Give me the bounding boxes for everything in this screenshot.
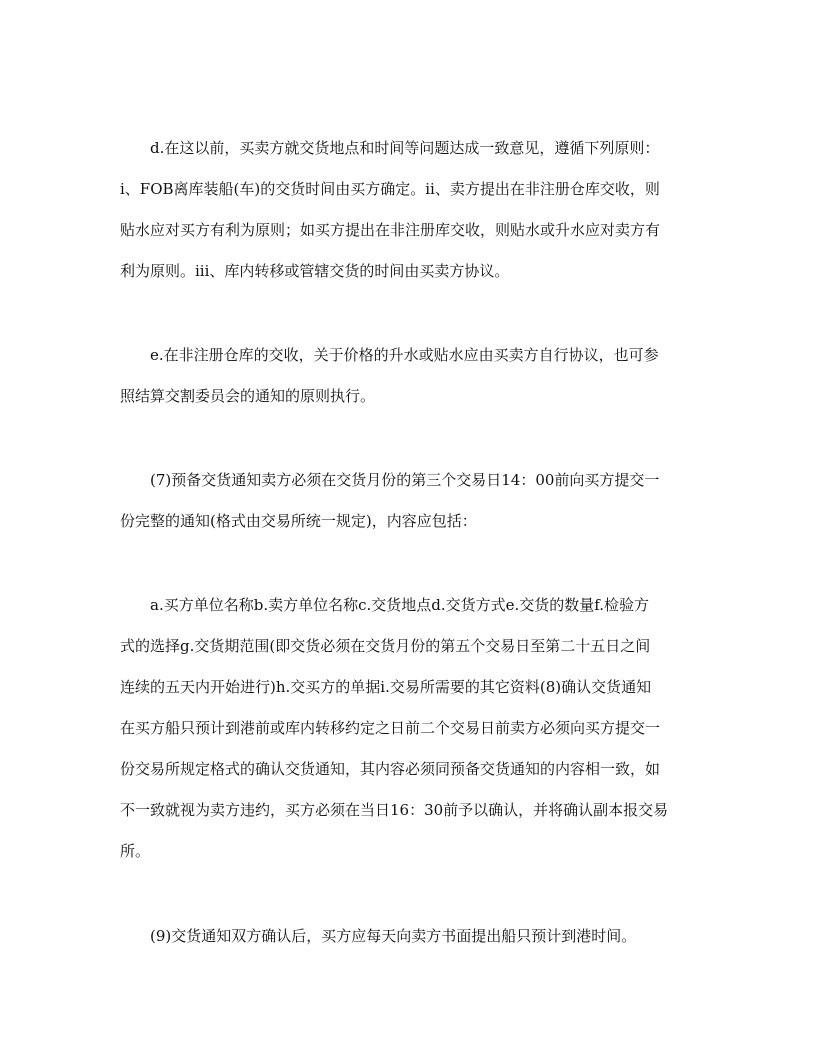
paragraph-a-line-1: a.买方单位名称b.卖方单位名称c.交货地点d.交货方式e.交货的数量f.检验方 <box>150 596 650 614</box>
paragraph-e-line-1: e.在非注册仓库的交收，关于价格的升水或贴水应由买卖方自行协议，也可参 <box>150 346 659 364</box>
paragraph-d-line-2: i、FOB离库装船(车)的交货时间由买方确定。ii、卖方提出在非注册仓库交收，则 <box>120 180 660 198</box>
paragraph-9-line-1: (9)交货通知双方确认后，买方应每天向卖方书面提出船只预计到港时间。 <box>150 927 637 945</box>
paragraph-e-line-2: 照结算交割委员会的通知的原则执行。 <box>120 387 376 405</box>
paragraph-d-line-3: 贴水应对买方有利为原则；如买方提出在非注册库交收，则贴水或升水应对卖方有 <box>120 221 661 239</box>
paragraph-7-line-2: 份完整的通知(格式由交易所统一规定)，内容应包括： <box>120 512 477 530</box>
paragraph-a-line-6: 不一致就视为卖方违约，买方必须在当日16：30前予以确认，并将确认副本报交易 <box>120 801 669 819</box>
paragraph-a-line-2: 式的选择g.交货期范围(即交货必须在交货月份的第五个交易日至第二十五日之间 <box>120 637 651 655</box>
paragraph-a-line-4: 在买方船只预计到港前或库内转移约定之日前二个交易日前卖方必须向买方提交一 <box>120 719 661 737</box>
paragraph-7-line-1: (7)预备交货通知卖方必须在交货月份的第三个交易日14：00前向买方提交一 <box>150 471 660 489</box>
paragraph-d-line-1: d.在这以前，买卖方就交货地点和时间等问题达成一致意见，遵循下列原则： <box>150 139 660 157</box>
paragraph-a-line-5: 份交易所规定格式的确认交货通知，其内容必须同预备交货通知的内容相一致，如 <box>120 760 661 778</box>
paragraph-a-line-7: 所。 <box>120 842 151 860</box>
paragraph-a-line-3: 连续的五天内开始进行)h.交买方的单据i.交易所需要的其它资料(8)确认交货通知 <box>120 678 652 696</box>
paragraph-d-line-4: 利为原则。iii、库内转移或管辖交货的时间由买卖方协议。 <box>120 262 510 280</box>
